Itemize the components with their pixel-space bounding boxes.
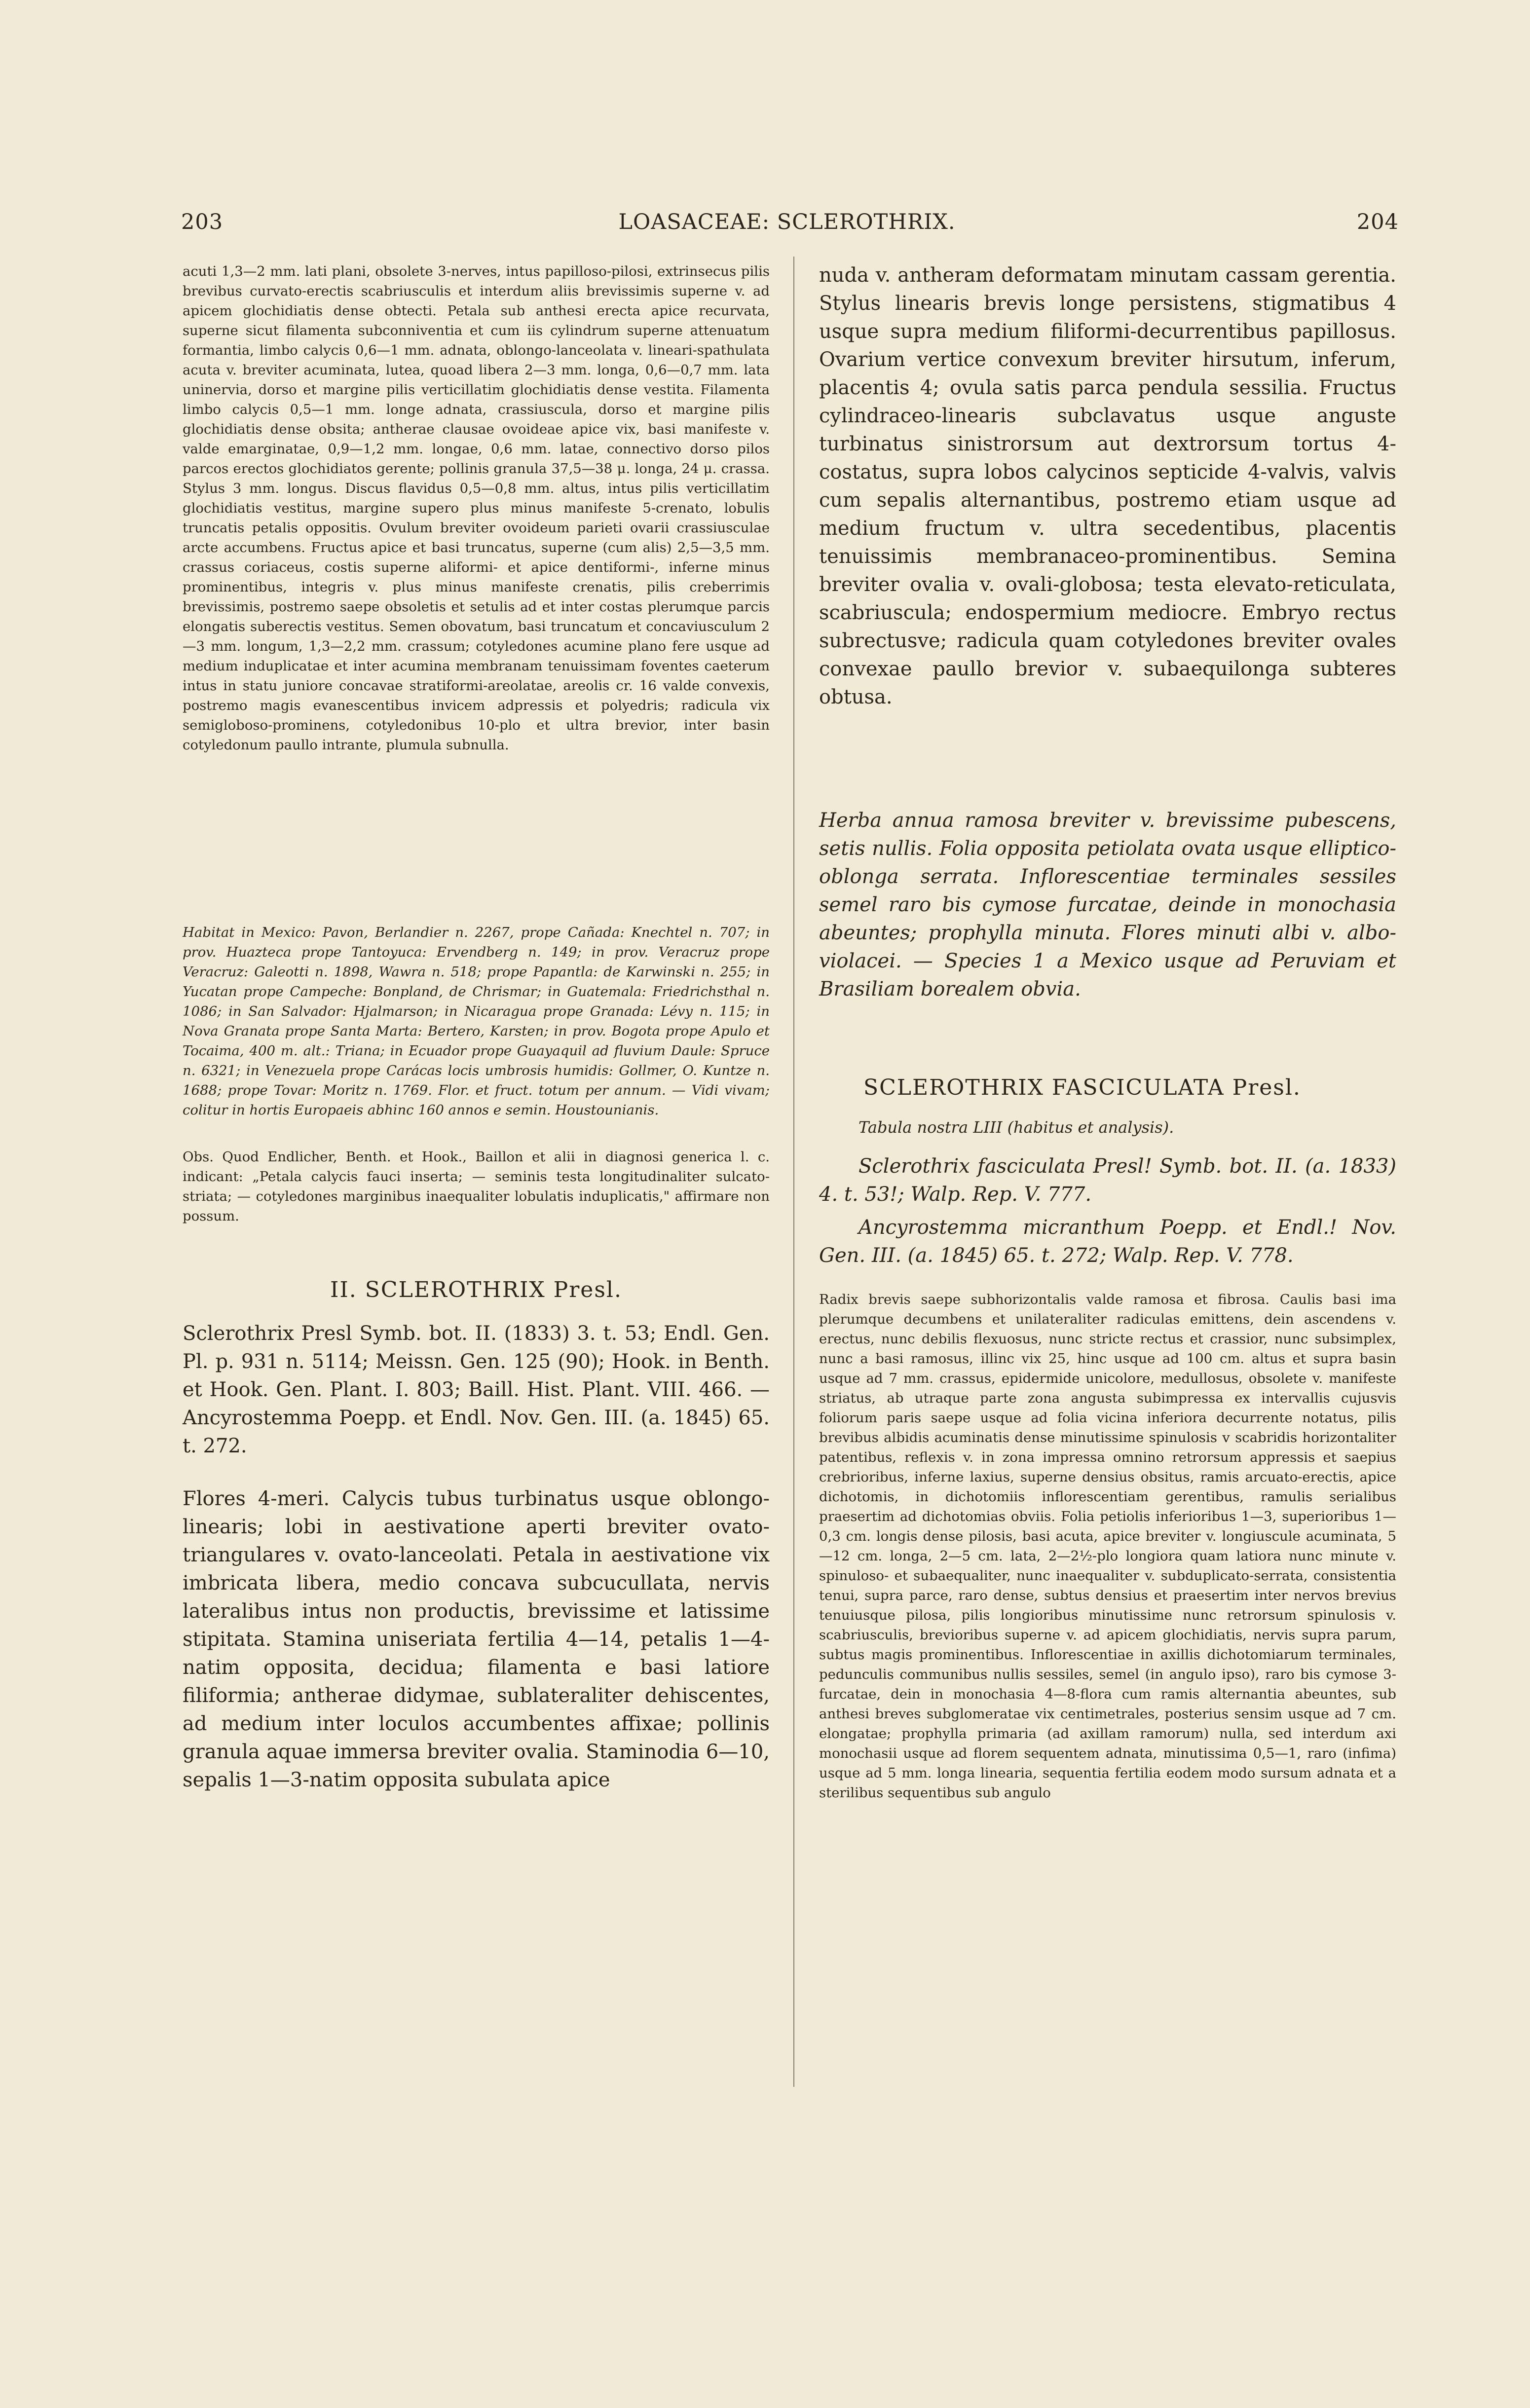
generic-description: Flores 4-meri. Calycis tubus turbinatus usque oblongo-linearis; lobi in aestivatione aperti breviter ovato-triangulares v. ovato-lanceolati. Petala in aestivatione vix imbricata libera, medio concava subcucullata, nervis lateralibus intus non productis, brevissime et latissime stipitata. Stamina uniseriata fertilia 4—14, petalis 1—4-natim opposita, decidua; filamenta e basi latiore filiformia; antherae didymae, sublateraliter dehiscentes, ad medium inter loculos accumbentes affixae; pollinis granula aquae immersa breviter ovalia. Staminodia 6—10, sepalis 1—3-natim opposita subulata apice [183,1487,770,1791]
page-number-right: 204 [1356,210,1399,234]
description-continued: acuti 1,3—2 mm. lati plani, obsolete 3-nerves, intus papilloso-pilosi, extrinsecus pilis brevibus curvato-erectis scabriusculis et interdum aliis brevissimis superne v. ad apicem glochidiatis dense obtecti. Petala sub anthesi erecta apice recurvata, superne sicut filamenta subconniventia et cum iis cylindrum superne attenuatum formantia, limbo calycis 0,6—1 mm. adnata, oblongo-lanceolata v. lineari-spathulata acuta v. breviter acuminata, lutea, quoad libera 2—3 mm. longa, 0,6—0,7 mm. lata uninervia, dorso et margine pilis verticillatim glochidiatis dense vestita. Filamenta limbo calycis 0,5—1 mm. longe adnata, crassiuscula, dorso et margine pilis glochidiatis dense obsita; antherae clausae ovoideae apice vix, basi manifeste v. valde emarginatae, 0,9—1,2 mm. longae, 0,6 mm. latae, connectivo dorso pilos parcos erectos glochidiatos gerente; pollinis granula 37,5—38 μ. longa, 24 μ. crassa. Stylus 3 mm. longus. Discus flavidus 0,5—0,8 mm. altus, intus pilis verticillatim glochidiatis vestitus, margine supero plus minus manifeste 5-crenato, lobulis truncatis petalis oppositis. Ovulum breviter ovoideum parieti ovarii crassiusculae arcte accumbens. Fructus apice et basi truncatus, superne (cum alis) 2,5—3,5 mm. crassus coriaceus, costis superne aliformi- et apice dentiformi-, inferne minus prominentibus, integris v. plus minus manifeste crenatis, pilis creberrimis brevissimis, postremo saepe obsoletis et setulis ad et inter costas plerumque parcis elongatis suberectis vestitus. Semen obovatum, basi truncatum et concaviusculum 2—3 mm. longum, 1,3—2,2 mm. crassum; cotyledones acumine plano fere usque ad medium induplicatae et inter acumina membranam tenuissimam foventes caeterum intus in statu juniore concavae stratiformi-areolatae, areolis cr. 16 valde convexis, postremo magis evanescentibus invicem adpressis et polyedris; radicula vix semigloboso-prominens, cotyledonibus 10-plo et ultra brevior, inter basin cotyledonum paullo intrante, plumula subnulla. [183,263,770,753]
generic-description-continued: nuda v. antheram deformatam minutam cassam gerentia. Stylus linearis brevis longe persistens, stigmatibus 4 usque supra medium filiformi-decurrentibus papillosus. Ovarium vertice convexum breviter hirsutum, inferum, placentis 4; ovula satis parca pendula sessilia. Fructus cylindraceo-linearis subclavatus usque anguste turbinatus sinistrorsum aut dextrorsum tortus 4-costatus, supra lobos calycinos septicide 4-valvis, valvis cum sepalis alternantibus, postremo etiam usque ad medium fructum v. ultra secedentibus, placentis tenuissimis membranaceo-prominentibus. Semina breviter ovalia v. ovali-globosa; testa elevato-reticulata, scabriuscula; endospermium mediocre. Embryo rectus subrectusve; radicula quam cotyledones breviter ovales convexae paullo brevior v. subaequilonga subteres obtusa. [819,264,1396,708]
running-header [175,210,1399,244]
observation-note: Obs. Quod Endlicher, Benth. et Hook., Baillon et alii in diagnosi generica l. c. indicant: „Petala calycis fauci inserta; — seminis testa longitudinaliter sulcato-striata; — cotyledones marginibus inaequaliter lobulatis induplicatis," affirmare non possum. [183,1149,770,1224]
right-column [819,261,1396,1803]
genus-synonymy: Sclerothrix Presl Symb. bot. II. (1833) 3. t. 53; Endl. Gen. Pl. p. 931 n. 5114; Meissn. Gen. 125 (90); Hook. in Benth. et Hook. Gen. Plant. I. 803; Baill. Hist. Plant. VIII. 466. — Ancyrostemma Poepp. et Endl. Nov. Gen. III. (a. 1845) 65. t. 272. [183,1322,770,1457]
plate-reference: Tabula nostra LIII (habitus et analysis). [858,1118,1174,1137]
page-number-left: 203 [181,210,224,234]
left-column [183,261,770,1794]
column-divider [793,257,794,2087]
genus-heading: II. SCLEROTHRIX Presl. [330,1277,622,1302]
species-description: Radix brevis saepe subhorizontalis valde ramosa et fibrosa. Caulis basi ima plerumque decumbens et unilateraliter radiculas emittens, dein ascendens v. erectus, nunc debilis flexuosus, nunc stricte rectus et crassior, nunc subsimplex, nunc a basi ramosus, illinc vix 25, hinc usque ad 100 cm. altus et supra basin usque ad 7 mm. crassus, epidermide unicolore, medullosus, obsolete v. manifeste striatus, ab utraque parte zona angusta subimpressa ex intervallis cujusvis foliorum paris saepe usque ad folia vicina inferiora decurrente notatus, pilis brevibus albidis acuminatis dense minutissime spinulosis v scabridis horizontaliter patentibus, reflexis v. in zona impressa omnino retrorsum appressis et saepius crebrioribus, inferne laxius, superne densius obsitus, ramis arcuato-erectis, apice dichotomis, in dichotomiis inflorescentiam gerentibus, ramulis serialibus praesertim ad dichotomias obviis. Folia petiolis inferioribus 1—3, superioribus 1—0,3 cm. longis dense pilosis, basi acuta, apice breviter v. longiuscule acuminata, 5—12 cm. longa, 2—5 cm. lata, 2—2½-plo longiora quam latiora nunc minute v. spinuloso- et subaequaliter, nunc inaequaliter v. subduplicato-serrata, consistentia tenui, supra parce, raro dense, subtus densius et praesertim inter nervos brevius tenuiusque pilosa, pilis longioribus minutissime nunc retrorsum spinulosis v. scabriusculis, brevioribus superne v. ad apicem glochidiatis, nervis supra parum, subtus magis prominentibus. Inflorescentiae in axillis dichotomiarum terminales, pedunculis communibus nullis sessiles, semel (in angulo ipso), raro bis cymose 3-furcatae, dein in monochasia 4—8-flora cum ramis alternantia abeuntes, sub anthesi breves subglomeratae vix centimetrales, posterius sensim usque ad 7 cm. elongatae; prophylla primaria (ad axillam ramorum) nulla, sed interdum axi monochasii usque ad florem sequentem adnata, minutissima 0,5—1, raro (infima) usque ad 5 mm. longa linearia, sequentia fertilia eodem modo sursum adnata et a sterilibus sequentibus sub angulo [819,1292,1396,1801]
running-title: LOASACEAE: SCLEROTHRIX. [618,210,956,234]
genus-summary: Herba annua ramosa breviter v. brevissime pubescens, setis nullis. Folia opposita petiolata ovata usque elliptico-oblonga serrata. Inflorescentiae terminales sessiles semel raro bis cymose furcatae, deinde in monochasia abeuntes; prophylla minuta. Flores minuti albi v. albo-violacei. — Species 1 a Mexico usque ad Peruviam et Brasiliam borealem obvia. [819,809,1396,1000]
species-heading: SCLEROTHRIX FASCICULATA Presl. [863,1075,1301,1100]
species-synonym-1: Sclerothrix fasciculata Presl! Symb. bot. II. (a. 1833) 4. t. 53!; Walp. Rep. V. 777. [819,1155,1396,1206]
species-synonym-2: Ancyrostemma micranthum Poepp. et Endl.! Nov. Gen. III. (a. 1845) 65. t. 272; Walp. Rep. V. 778. [819,1216,1396,1267]
habitat-paragraph: Habitat in Mexico: Pavon, Berlandier n. 2267, prope Cañada: Knechtel n. 707; in prov. Huazteca prope Tantoyuca: Ervendberg n. 149; in prov. Veracruz prope Veracruz: Galeotti n. 1898, Wawra n. 518; prope Papantla: de Karwinski n. 255; in Yucatan prope Campeche: Bonpland, de Chrismar; in Guatemala: Friedrichsthal n. 1086; in San Salvador: Hjalmarson; in Nicaragua prope Granada: Lévy n. 115; in Nova Granata prope Santa Marta: Bertero, Karsten; in prov. Bogota prope Apulo et Tocaima, 400 m. alt.: Triana; in Ecuador prope Guayaquil ad fluvium Daule: Spruce n. 6321; in Venezuela prope Carácas locis umbrosis humidis: Gollmer, O. Kuntze n. 1688; prope Tovar: Moritz n. 1769. Flor. et fruct. totum per annum. — Vidi vivam; colitur in hortis Europaeis abhinc 160 annos e semin. Houstounianis. [183,925,770,1118]
